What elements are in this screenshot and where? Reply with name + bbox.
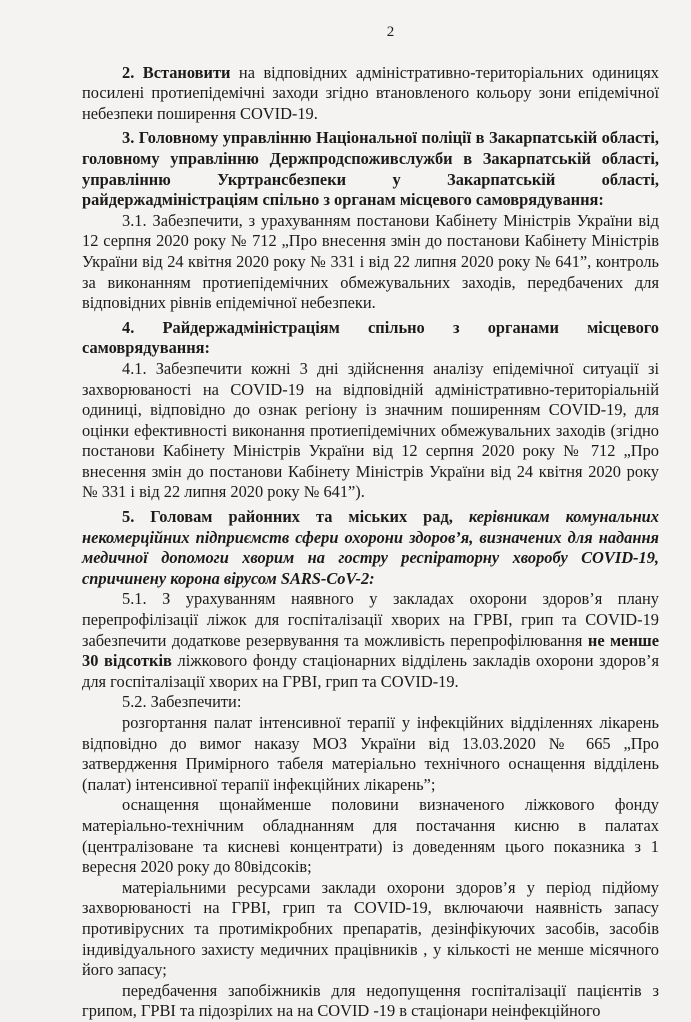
section-2-text: на відповідних адміністративно-територіальних одиницях посилені протиепідемічні заходи згідно втановленого кольору зони епідемічної небезпеки поширення COVID-19. (82, 62, 659, 123)
section-5-2-paragraph: 5.2. Забезпечити: (122, 692, 242, 712)
section-4-heading: 4. Райдержадміністраціям спільно з органами місцевого самоврядування: (82, 317, 659, 358)
section-5-1-text-b: ліжкового фонду стаціонарних відділень закладів охорони здоров’я для госпіталізації хворих на ГРВІ, грип та COVID-19. (82, 651, 659, 691)
section-5-heading-lead: 5. Головам районних та міських рад, (122, 507, 469, 527)
section-3-1-paragraph: 3.1. Забезпечити, з урахуванням постанови Кабінету Міністрів України від 12 серпня 2020 року № 712 „Про внесення змін до постанови Кабінету Міністрів України від 24 квітня 2020 року № 331 і від 22 липня 2020 року № 641”, контроль за виконанням протиепідемічних обмежувальних заходів, передбачених для відповідних рівнів епідемічної небезпеки. (82, 210, 659, 313)
section-4-1-paragraph: 4.1. Забезпечити кожні 3 дні здійснення аналізу епідемічної ситуації зі захворюваності на COVID-19 на відповідній адміністративно-територіальній одиниці, відповідно до ознак регіону із значним поширенням COVID-19, для оцінки ефективності виконання протиепідемічних обмежувальних заходів (згідно постанови Кабінету Міністрів України від 12 серпня 2020 року № 712 „Про внесення змін до постанови Кабінету Міністрів України від 24 квітня 2020 року № 331 і від 22 липня 2020 року № 641”). (82, 358, 659, 502)
section-5-2-item: передбачення запобіжників для недопущення госпіталізації пацієнтів з грипом, ГРВІ та підозрілих на на COVID -19 в стаціонари неінфекційного (82, 980, 659, 1021)
section-5-1-text-a: 5.1. З урахуванням наявного у закладах охорони здоров’я плану перепрофілізації ліжок для госпіталізації хворих на ГРВІ, грип та COVID-19 забезпечити додаткове резервування та можливість перепрофілювання (82, 589, 659, 650)
section-2-paragraph (82, 63, 659, 125)
section-5-heading (82, 507, 659, 589)
section-5-1-emphasis: не менше 30 відсотків (82, 630, 660, 671)
section-3-heading: 3. Головному управлінню Національної поліції в Закарпатській області, головному управлінню Держпродспоживслужби в Закарпатській області, управлінню Укртрансбезпеки у Закарпатській області, райдержадміністраціям спільно з органам місцевого самоврядування: (82, 128, 659, 210)
page-number: 2 (386, 24, 395, 40)
section-5-2-item: оснащення щонайменше половини визначеного ліжкового фонду матеріально-технічним обладнанням для постачання кисню в палатах (централізоване та кисневі концентрати) із доведенням цього показника з 1 вересня 2020 року до 80відсоків; (82, 795, 659, 877)
section-5-2-item: матеріальними ресурсами заклади охорони здоров’я у період підйому захворюваності на ГРВІ, грип та COVID-19, включаючи наявність запасу противірусних та протимікробних препаратів, дезінфікуючих засобів, засобів індивідуального захисту медичних працівників , у кількості не менше місячного його запасу; (82, 877, 659, 980)
section-5-2-item: розгортання палат інтенсивної терапії у інфекційних відділеннях лікарень відповідно до вимог наказу МОЗ України від 13.03.2020 № 665 „Про затвердження Примірного табеля матеріально технічного оснащення відділень (палат) інтенсивної терапії інфекційних лікарень”; (82, 713, 659, 794)
section-5-heading-rest: керівникам комунальних некомерційних підприємств сфери охорони здоров’я, визначених для надання медичної допомоги хворим на гостру респіраторну хворобу COVID-19, спричинену корона вірусом SARS-CoV-2: (82, 507, 659, 588)
section-2-lead: 2. Встановити (122, 62, 231, 82)
section-5-1-paragraph (82, 589, 659, 692)
